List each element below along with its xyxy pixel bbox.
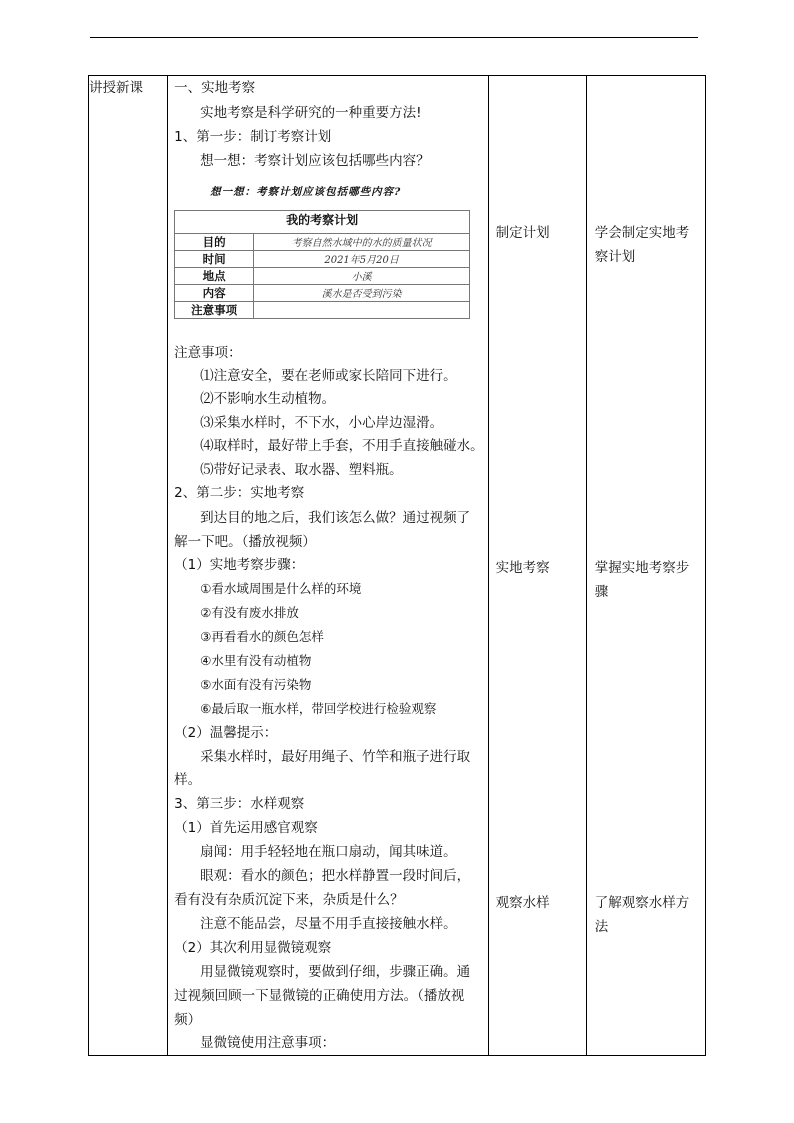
plan-key: 注意事项 bbox=[175, 302, 254, 319]
plan-key: 地点 bbox=[175, 268, 254, 285]
activity-plan: 制定计划 bbox=[495, 225, 550, 241]
lesson-table bbox=[88, 75, 706, 1056]
note-item: ⑶采集水样时，不下水，小心岸边湿滑。 bbox=[200, 415, 444, 431]
microscope-text-cont: 过视频回顾一下显微镜的正确使用方法。（播放视 bbox=[174, 988, 465, 1004]
microscope-text: 用显微镜观察时，要做到仔细，步骤正确。通 bbox=[200, 964, 471, 980]
step-item: ①看水域周围是什么样的环境 bbox=[200, 581, 362, 596]
plan-table bbox=[174, 210, 470, 319]
note-item: ⑴注意安全，要在老师或家长陪同下进行。 bbox=[200, 368, 457, 384]
step2-paragraph-cont: 解一下吧。（播放视频） bbox=[174, 534, 316, 550]
tip-text-cont: 样。 bbox=[174, 772, 202, 788]
goal-field-line2: 骤 bbox=[594, 584, 609, 600]
step3-heading: 3、第三步：水样观察 bbox=[174, 796, 305, 812]
goal-field-line1: 掌握实地考察步 bbox=[594, 560, 690, 576]
sub-heading-senses: （1）首先运用感官观察 bbox=[174, 820, 318, 836]
activity-cell bbox=[488, 76, 586, 1056]
goal-plan-line1: 学会制定实地考 bbox=[594, 225, 690, 241]
plan-key: 目的 bbox=[175, 234, 254, 251]
heading-field-study: 一、实地考察 bbox=[174, 80, 256, 96]
smell-text: 扇闻：用手轻轻地在瓶口扇动，闻其味道。 bbox=[200, 844, 457, 860]
goal-observe-line2: 法 bbox=[594, 919, 609, 935]
sub-heading-tips: （2）温馨提示： bbox=[174, 725, 278, 741]
activity-observe: 观察水样 bbox=[495, 895, 550, 911]
sub-heading-microscope: （2）其次利用显微镜观察 bbox=[174, 940, 332, 956]
step-item: ②有没有废水排放 bbox=[200, 605, 299, 620]
step2-paragraph: 到达目的地之后，我们该怎么做？通过视频了 bbox=[200, 510, 471, 526]
plan-key: 时间 bbox=[175, 251, 254, 268]
look-text-cont: 看有没有杂质沉淀下来，杂质是什么？ bbox=[174, 892, 404, 908]
notes-title: 注意事项： bbox=[174, 345, 242, 361]
plan-value bbox=[254, 302, 470, 319]
look-text: 眼观：看水的颜色；把水样静置一段时间后， bbox=[200, 868, 471, 884]
plan-key: 内容 bbox=[175, 285, 254, 302]
step-item: ⑥最后取一瓶水样，带回学校进行检验观察 bbox=[200, 701, 437, 716]
note-item: ⑷取样时，最好带上手套，不用手直接触碰水。 bbox=[200, 438, 484, 454]
note-item: ⑸带好记录表、取水器、塑料瓶。 bbox=[200, 462, 403, 478]
plan-title: 我的考察计划 bbox=[175, 211, 470, 234]
think-question: 想一想：考察计划应该包括哪些内容？ bbox=[200, 153, 430, 169]
content-cell bbox=[168, 76, 489, 1056]
goal-observe-line1: 了解观察水样方 bbox=[594, 895, 690, 911]
step-item: ③再看看水的颜色怎样 bbox=[200, 629, 324, 644]
caution-text: 注意不能品尝，尽量不用手直接接触水样。 bbox=[200, 916, 457, 932]
goal-cell bbox=[586, 76, 705, 1056]
step1-heading: 1、第一步：制订考察计划 bbox=[174, 129, 332, 145]
microscope-text-end: 频） bbox=[174, 1012, 202, 1028]
plan-image-caption: 想一想：考察计划应该包括哪些内容? bbox=[210, 186, 402, 198]
section-label: 讲授新课 bbox=[89, 76, 168, 1056]
tip-text: 采集水样时，最好用绳子、竹竿和瓶子进行取 bbox=[200, 749, 471, 765]
goal-plan-line2: 察计划 bbox=[594, 249, 636, 265]
note-item: ⑵不影响水生动植物。 bbox=[200, 391, 336, 407]
microscope-note-title: 显微镜使用注意事项： bbox=[200, 1035, 336, 1051]
plan-value: 2021年5月20日 bbox=[254, 251, 470, 268]
step2-heading: 2、第二步：实地考察 bbox=[174, 485, 305, 501]
plan-value: 小溪 bbox=[254, 268, 470, 285]
plan-value: 溪水是否受到污染 bbox=[254, 285, 470, 302]
step-item: ④水里有没有动植物 bbox=[200, 653, 312, 668]
sub-heading-steps: （1）实地考察步骤： bbox=[174, 557, 305, 573]
plan-value: 考察自然水域中的水的质量状况 bbox=[254, 234, 470, 251]
step-item: ⑤水面有没有污染物 bbox=[200, 677, 312, 692]
intro-text: 实地考察是科学研究的一种重要方法! bbox=[200, 105, 422, 121]
header-rule bbox=[90, 37, 698, 38]
activity-field: 实地考察 bbox=[495, 560, 550, 576]
